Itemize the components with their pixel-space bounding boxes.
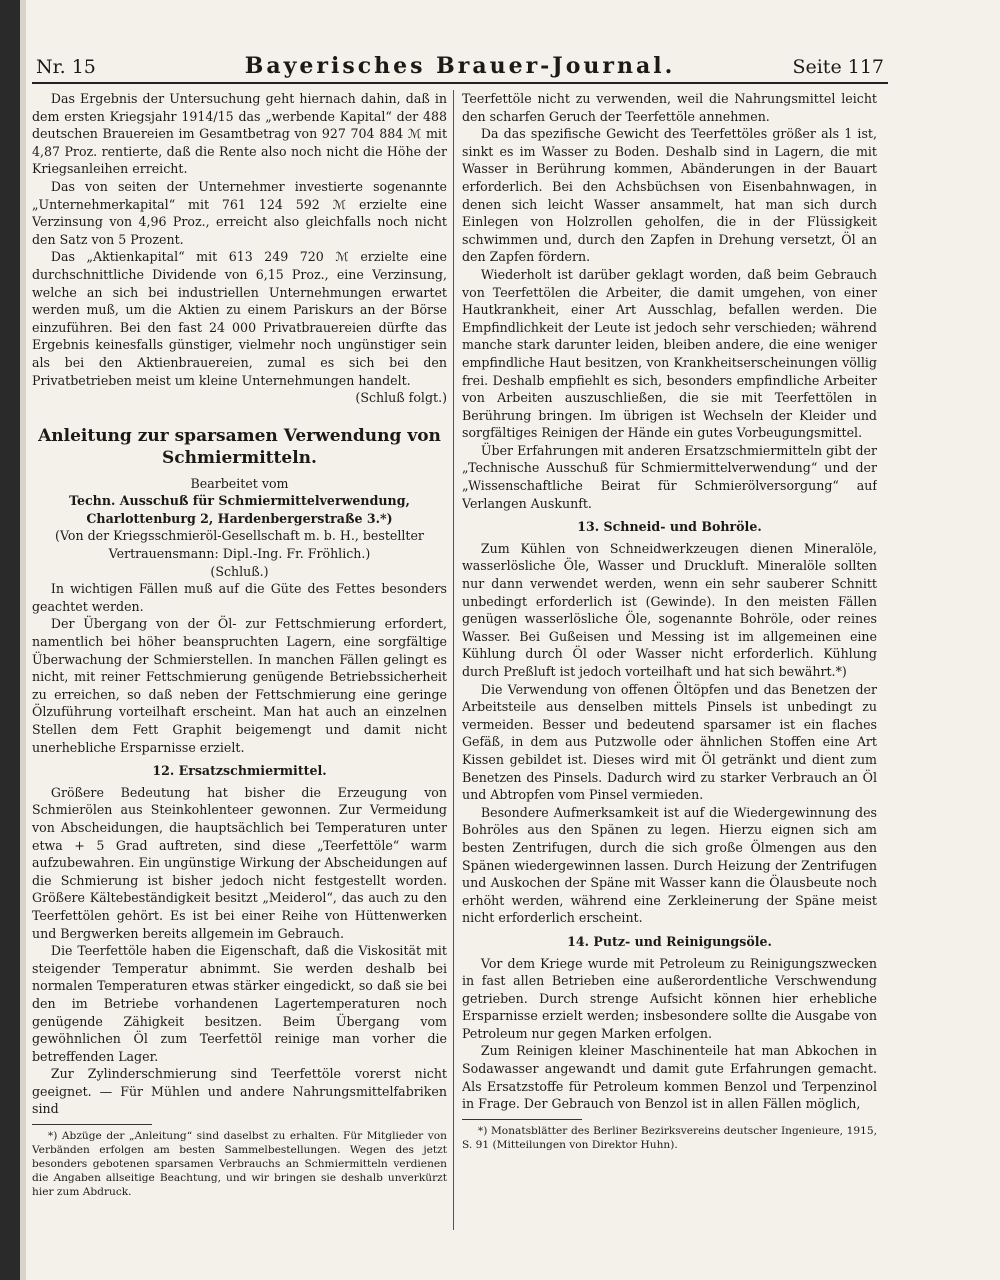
byline-source: (Von der Kriegsschmieröl-Gesellschaft m. b. H., bestellter Vertrauensmann: Dipl.-Ing. Fr. Fröhlich.): [55, 528, 424, 562]
paragraph: Da das spezifische Gewicht des Teerfettöles größer als 1 ist, sinkt es im Wasser zu Boden. Deshalb sind in Lagern, die mit Wasser in Berührung kommen, Abänderungen in der Bauart erforderlich. Bei den Achsbüchsen von Eisenbahnwagen, in denen sich leicht Wasser ansammelt, hat man sich durch Einlegen von Holzrollen geholfen, die in der Flüssigkeit schwimmen und, durch den Zapfen in Drehung versetzt, Öl an den Zapfen fördern.: [462, 126, 877, 265]
right-column: [462, 90, 877, 1230]
paragraph: Größere Bedeutung hat bisher die Erzeugung von Schmierölen aus Steinkohlenteer gewonnen. Zur Vermeidung von Abscheidungen, die hauptsächlich bei Temperaturen unter etwa + 5 Grad auftreten, sind diese „Teerfettöle“ warm aufzubewahren. Ein ungünstige Wirkung der Abscheidungen auf die Schmierung ist bisher jedoch nicht festgestellt worden. Größere Kältebeständigkeit besitzt „Meiderol“, das auch zu den Teerfettölen gehört. Es ist bei einer Reihe von Hüttenwerken und Bergwerken bereits allgemein im Gebrauch.: [32, 784, 447, 941]
section-heading: 12. Ersatzschmiermittel.: [152, 763, 327, 779]
footnote-rule: [32, 1124, 152, 1125]
paragraph: Zur Zylinderschmierung sind Teerfettöle vorerst nicht geeignet. — Für Mühlen und andere Nahrungsmittelfabriken sind: [32, 1066, 447, 1117]
journal-page: [32, 52, 888, 1232]
article-title: Anleitung zur sparsamen Verwendung von Schmiermitteln.: [38, 425, 441, 468]
paragraph: Zum Kühlen von Schneidwerkzeugen dienen Mineralöle, wasserlösliche Öle, Wasser und Druckluft. Mineralöle sollten nur dann verwendet werden, wenn ein sehr sauberer Schnitt unbedingt erforderlich ist (Gewinde). In den meisten Fällen genügen wasserlösliche Öle, sogenannte Bohröle, oder reines Wasser. Bei Gußeisen und Messing ist im allgemeinen eine Kühlung durch Öl oder Wasser nicht erforderlich. Kühlung durch Preßluft ist jedoch vorteilhaft und hat sich bewährt.*): [462, 540, 877, 679]
paragraph: Das Ergebnis der Untersuchung geht hiernach dahin, daß in dem ersten Kriegsjahr 1914/15 das „werbende Kapital“ der 488 deutschen Brauereien im Gesamtbetrag von 927 704 884 ℳ mit 4,87 Proz. rentierte, daß die Rente also noch nicht die Höhe der Kriegsanleihen erreicht.: [32, 91, 447, 177]
footnote-rule: [462, 1119, 582, 1120]
paragraph: Der Übergang von der Öl- zur Fettschmierung erfordert, namentlich bei höher beanspruchten Lagern, eine sorgfältige Überwachung der Schmierstellen. In manchen Fällen gelingt es nicht, mit reiner Fettschmierung genügende Betriebssicherheit zu erreichen, so daß neben der Fettschmierung eine geringe Ölzuführung vorteilhaft erscheint. Man hat auch an einzelnen Stellen dem Fett Graphit beigemengt und damit nicht unerhebliche Ersparnisse erzielt.: [32, 616, 447, 755]
page-number: Seite 117: [792, 56, 884, 78]
paragraph: Wiederholt ist darüber geklagt worden, daß beim Gebrauch von Teerfettölen die Arbeiter, die damit umgehen, von einer Hautkrankheit, einer Art Ausschlag, befallen werden. Die Empfindlichkeit der Leute ist jedoch sehr verschieden; während manche stark darunter leiden, bleiben andere, die eine weniger empfindliche Haut besitzen, von Krankheitserscheinungen völlig frei. Deshalb empfiehlt es sich, besonders empfindliche Arbeiter von Arbeiten auszuschließen, die sie mit Teerfettölen in Berührung bringen. Im übrigen ist Wechseln der Kleider und sorgfältiges Reinigen der Hände ein gutes Vorbeugungsmittel.: [462, 266, 877, 441]
continuation-note: (Schluß folgt.): [355, 390, 447, 406]
section-heading: 13. Schneid- und Bohröle.: [577, 519, 762, 535]
byline-intro: Bearbeitet vom: [190, 475, 289, 491]
paragraph: In wichtigen Fällen muß auf die Güte des Fettes besonders geachtet werden.: [32, 581, 447, 614]
paragraph: Über Erfahrungen mit anderen Ersatzschmiermitteln gibt der „Technische Ausschuß für Schmiermittelverwendung“ und der „Wissenschaftliche Beirat für Schmierölversorgung“ auf Verlangen Auskunft.: [462, 442, 877, 511]
scan-border: [0, 0, 20, 1280]
scan-border-light: [20, 0, 26, 1280]
section-heading: 14. Putz- und Reinigungsöle.: [567, 933, 772, 949]
column-divider: [453, 90, 454, 1230]
page-header: [32, 52, 888, 84]
journal-title: Bayerisches Brauer-Journal.: [244, 53, 676, 79]
issue-number: Nr. 15: [36, 56, 96, 78]
paragraph: Die Verwendung von offenen Öltöpfen und das Benetzen der Arbeitsteile aus denselben mittels Pinsels ist unbedingt zu vermeiden. Besser und bedeutend sparsamer ist ein flaches Gefäß, in dem aus Putzwolle oder ähnlichen Stoffen eine Art Kissen gebildet ist. Dieses wird mit Öl getränkt und dient zum Benetzen des Pinsels. Dadurch wird zu starker Verbrauch an Öl und Abtropfen vom Pinsel vermieden.: [462, 681, 877, 803]
paragraph: Das von seiten der Unternehmer investierte sogenannte „Unternehmerkapital“ mit 761 124 592 ℳ erzielte eine Verzinsung von 4,96 Proz., erreicht also gleichfalls noch nicht den Satz von 5 Prozent.: [32, 178, 447, 247]
paragraph: Zum Reinigen kleiner Maschinenteile hat man Abkochen in Sodawasser angewandt und damit gute Erfahrungen gemacht. Als Ersatzstoffe für Petroleum kommen Benzol und Terpenzinol in Frage. Der Gebrauch von Benzol ist in allen Fällen möglich,: [462, 1043, 877, 1112]
paragraph: Das „Aktienkapital“ mit 613 249 720 ℳ erzielte eine durchschnittliche Dividende von 6,15 Proz., eine Verzinsung, welche an sich bei industriellen Unternehmungen erwartet werden muß, um die Aktien zu einem Pariskurs an der Börse einzuführen. Bei den fast 24 000 Privatbrauereien dürfte das Ergebnis keinesfalls günstiger, vielmehr noch ungünstiger sein als bei den Aktienbrauereien, zumal es sich bei den Privatbetrieben meist um kleine Unternehmungen handelt.: [32, 249, 447, 388]
paragraph: Die Teerfettöle haben die Eigenschaft, daß die Viskosität mit steigender Temperatur abnimmt. Sie werden deshalb bei normalen Temperaturen etwas stärker eingedickt, so daß sie bei den im Betriebe vorhandenen Lagertemperaturen noch genügende Zähigkeit besitzen. Beim Übergang vom gewöhnlichen Öl zum Teerfettöl reinige man vorher die betreffenden Lager.: [32, 943, 447, 1064]
conclusion-note: (Schluß.): [210, 563, 269, 579]
byline-committee: Techn. Ausschuß für Schmiermittelverwendung, Charlottenburg 2, Hardenbergerstraße 3.*): [69, 493, 410, 526]
footnote: *) Monatsblätter des Berliner Bezirksvereins deutscher Ingenieure, 1915, S. 91 (Mitteilungen von Direktor Huhn).: [462, 1124, 877, 1151]
paragraph: Teerfettöle nicht zu verwenden, weil die Nahrungsmittel leicht den scharfen Geruch der Teerfettöle annehmen.: [462, 91, 877, 124]
paragraph: Besondere Aufmerksamkeit ist auf die Wiedergewinnung des Bohröles aus den Spänen zu legen. Hierzu eignen sich am besten Zentrifugen, durch die sich große Ölmengen aus den Spänen wiedergewinnen lassen. Durch Heizung der Zentrifugen und Auskochen der Späne mit Wasser kann die Ölausbeute noch erhöht werden, während eine Zerkleinerung der Späne meist nicht erforderlich erscheint.: [462, 804, 877, 926]
left-column: [32, 90, 447, 1230]
paragraph: Vor dem Kriege wurde mit Petroleum zu Reinigungszwecken in fast allen Betrieben eine außerordentliche Verschwendung getrieben. Durch strenge Aufsicht können hier erhebliche Ersparnisse erzielt werden; insbesondere sollte die Ausgabe von Petroleum nur gegen Marken erfolgen.: [462, 955, 877, 1041]
footnote: *) Abzüge der „Anleitung“ sind daselbst zu erhalten. Für Mitglieder von Verbänden erfolgen am besten Sammelbestellungen. Wegen des jetzt besonders gebotenen sparsamen Verbrauchs an Schmiermitteln verdienen die Angaben allseitige Beachtung, und wir bringen sie deshalb unverkürzt hier zum Abdruck.: [32, 1130, 447, 1199]
